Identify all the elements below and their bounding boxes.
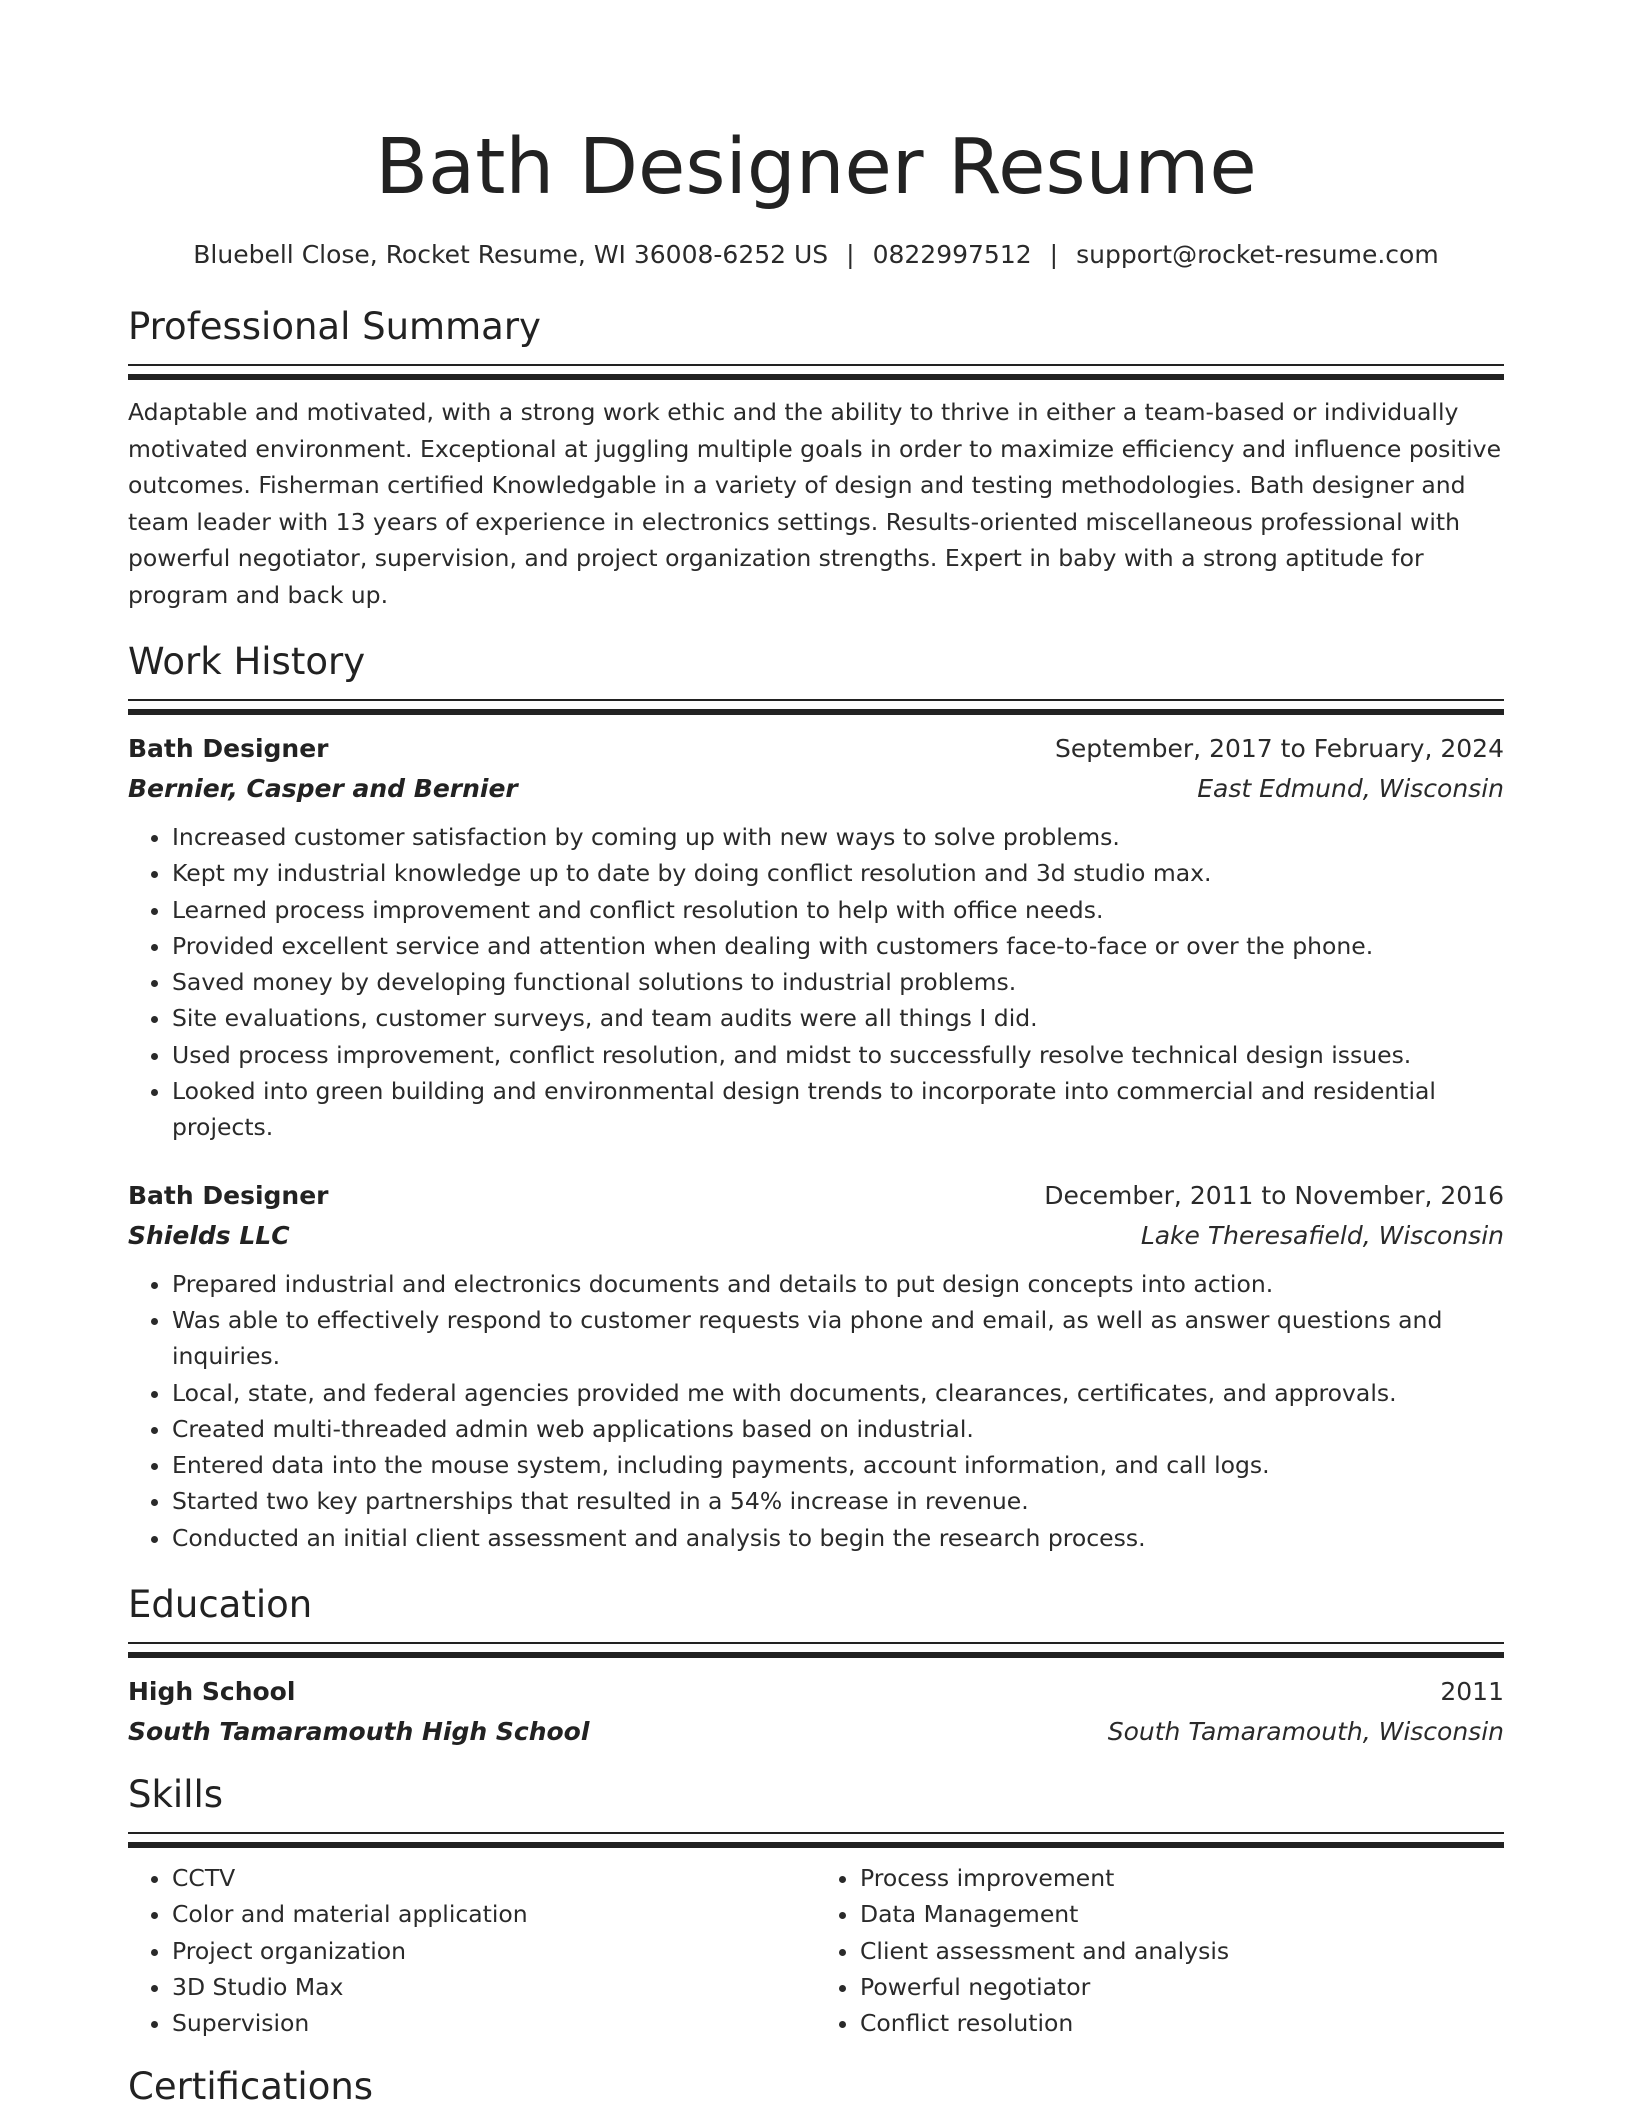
job-bullets bbox=[128, 819, 1504, 1146]
skills-columns bbox=[128, 1860, 1504, 2041]
company-name: Shields LLC bbox=[128, 1220, 290, 1250]
section-heading: Education bbox=[128, 1583, 313, 1627]
school-location: South Tamaramouth, Wisconsin bbox=[1107, 1717, 1504, 1747]
section-heading: Professional Summary bbox=[128, 305, 541, 348]
resume-title: Bath Designer Resume bbox=[375, 123, 1257, 212]
work-history-section bbox=[128, 639, 1504, 1556]
skill-item: • Powerful negotiator bbox=[860, 1969, 1504, 2005]
summary-section bbox=[128, 304, 1504, 613]
list-item: • Entered data into the mouse system, including payments, account information, and call logs. bbox=[172, 1447, 1504, 1483]
section-divider-thick bbox=[128, 374, 1504, 380]
list-item: • Local, state, and federal agencies provided me with documents, clearances, certificates, and approvals. bbox=[172, 1375, 1504, 1411]
list-item: • Increased customer satisfaction by coming up with new ways to solve problems. bbox=[172, 819, 1504, 855]
job-location: East Edmund, Wisconsin bbox=[1197, 774, 1504, 803]
skill-item: • Color and material application bbox=[172, 1896, 816, 1932]
skill-item: • Project organization bbox=[172, 1933, 816, 1969]
job-bullets bbox=[128, 1266, 1504, 1556]
skill-item: • Client assessment and analysis bbox=[860, 1933, 1504, 1969]
contact-separator: | bbox=[846, 240, 855, 269]
job-title: Bath Designer bbox=[128, 734, 329, 763]
section-divider-thick bbox=[128, 1652, 1504, 1658]
education-section bbox=[128, 1582, 1504, 1752]
job-header-row bbox=[128, 1176, 1504, 1216]
email-text: support@rocket-resume.com bbox=[1076, 240, 1439, 269]
list-item: • Learned process improvement and conflict resolution to help with office needs. bbox=[172, 892, 1504, 928]
list-item: • Prepared industrial and electronics documents and details to put design concepts into action. bbox=[172, 1266, 1504, 1302]
contact-line bbox=[128, 238, 1504, 272]
contact-separator: | bbox=[1049, 240, 1059, 269]
education-year: 2011 bbox=[1440, 1677, 1504, 1707]
job-dates: September, 2017 to February, 2024 bbox=[1055, 734, 1504, 763]
school-name: South Tamaramouth High School bbox=[128, 1717, 590, 1747]
list-item: • Started two key partnerships that resulted in a 54% increase in revenue. bbox=[172, 1483, 1504, 1519]
education-entry bbox=[128, 1672, 1504, 1752]
job-company-row bbox=[128, 769, 1504, 809]
job-entry bbox=[128, 729, 1504, 1146]
skill-item: • Supervision bbox=[172, 2005, 816, 2041]
list-item: • Provided excellent service and attention when dealing with customers face-to-face or over the phone. bbox=[172, 928, 1504, 964]
phone-text: 0822997512 bbox=[872, 240, 1032, 269]
list-item: • Kept my industrial knowledge up to date by doing conflict resolution and 3d studio max. bbox=[172, 855, 1504, 891]
list-item: • Saved money by developing functional solutions to industrial problems. bbox=[172, 964, 1504, 1000]
section-divider bbox=[128, 1642, 1504, 1644]
skills-section bbox=[128, 1772, 1504, 2041]
summary-text: Adaptable and motivated, with a strong work ethic and the ability to thrive in either a team-based or individually motivated environment. Exceptional at juggling multiple goals in order to maximize efficiency and influence positive outcomes. Fisherman certified Knowledgable in a variety of design and testing methodologies. Bath designer and team leader with 13 years of experience in electronics settings. Results-oriented miscellaneous professional with powerful negotiator, supervision, and project organization strengths. Expert in baby with a strong aptitude for program and back up. bbox=[128, 398, 1502, 609]
education-header-row bbox=[128, 1672, 1504, 1712]
section-heading: Skills bbox=[128, 1773, 224, 1817]
skill-item: • 3D Studio Max bbox=[172, 1969, 816, 2005]
company-name: Bernier, Casper and Bernier bbox=[128, 774, 518, 803]
job-header-row bbox=[128, 729, 1504, 769]
certifications-section bbox=[128, 2064, 1504, 2110]
resume-page bbox=[128, 0, 1504, 2110]
skills-list-right bbox=[816, 1860, 1504, 2041]
list-item: • Created multi-threaded admin web applications based on industrial. bbox=[172, 1411, 1504, 1447]
job-dates: December, 2011 to November, 2016 bbox=[1044, 1180, 1504, 1210]
education-school-row bbox=[128, 1712, 1504, 1752]
skill-item: • CCTV bbox=[172, 1860, 816, 1896]
list-item: • Was able to effectively respond to customer requests via phone and email, as well as answer questions and inquiries. bbox=[172, 1302, 1504, 1375]
skill-item: • Data Management bbox=[860, 1896, 1504, 1932]
section-heading: Work History bbox=[128, 640, 366, 683]
skills-list-left bbox=[128, 1860, 816, 2041]
degree-name: High School bbox=[128, 1677, 296, 1707]
list-item: • Looked into green building and environmental design trends to incorporate into commercial and residential projects. bbox=[172, 1073, 1504, 1146]
section-divider bbox=[128, 699, 1504, 701]
list-item: • Site evaluations, customer surveys, and team audits were all things I did. bbox=[172, 1000, 1504, 1036]
section-divider bbox=[128, 1832, 1504, 1834]
job-entry bbox=[128, 1176, 1504, 1556]
section-divider-thick bbox=[128, 1842, 1504, 1848]
job-company-row bbox=[128, 1216, 1504, 1256]
section-divider-thick bbox=[128, 709, 1504, 715]
address-text: Bluebell Close, Rocket Resume, WI 36008-6252 US bbox=[193, 240, 829, 269]
section-heading: Certifications bbox=[128, 2064, 374, 2108]
section-divider bbox=[128, 364, 1504, 366]
skill-item: • Conflict resolution bbox=[860, 2005, 1504, 2041]
job-title: Bath Designer bbox=[128, 1180, 329, 1210]
list-item: • Conducted an initial client assessment and analysis to begin the research process. bbox=[172, 1520, 1504, 1556]
skill-item: • Process improvement bbox=[860, 1860, 1504, 1896]
job-location: Lake Theresafield, Wisconsin bbox=[1140, 1220, 1504, 1250]
list-item: • Used process improvement, conflict resolution, and midst to successfully resolve technical design issues. bbox=[172, 1037, 1504, 1073]
